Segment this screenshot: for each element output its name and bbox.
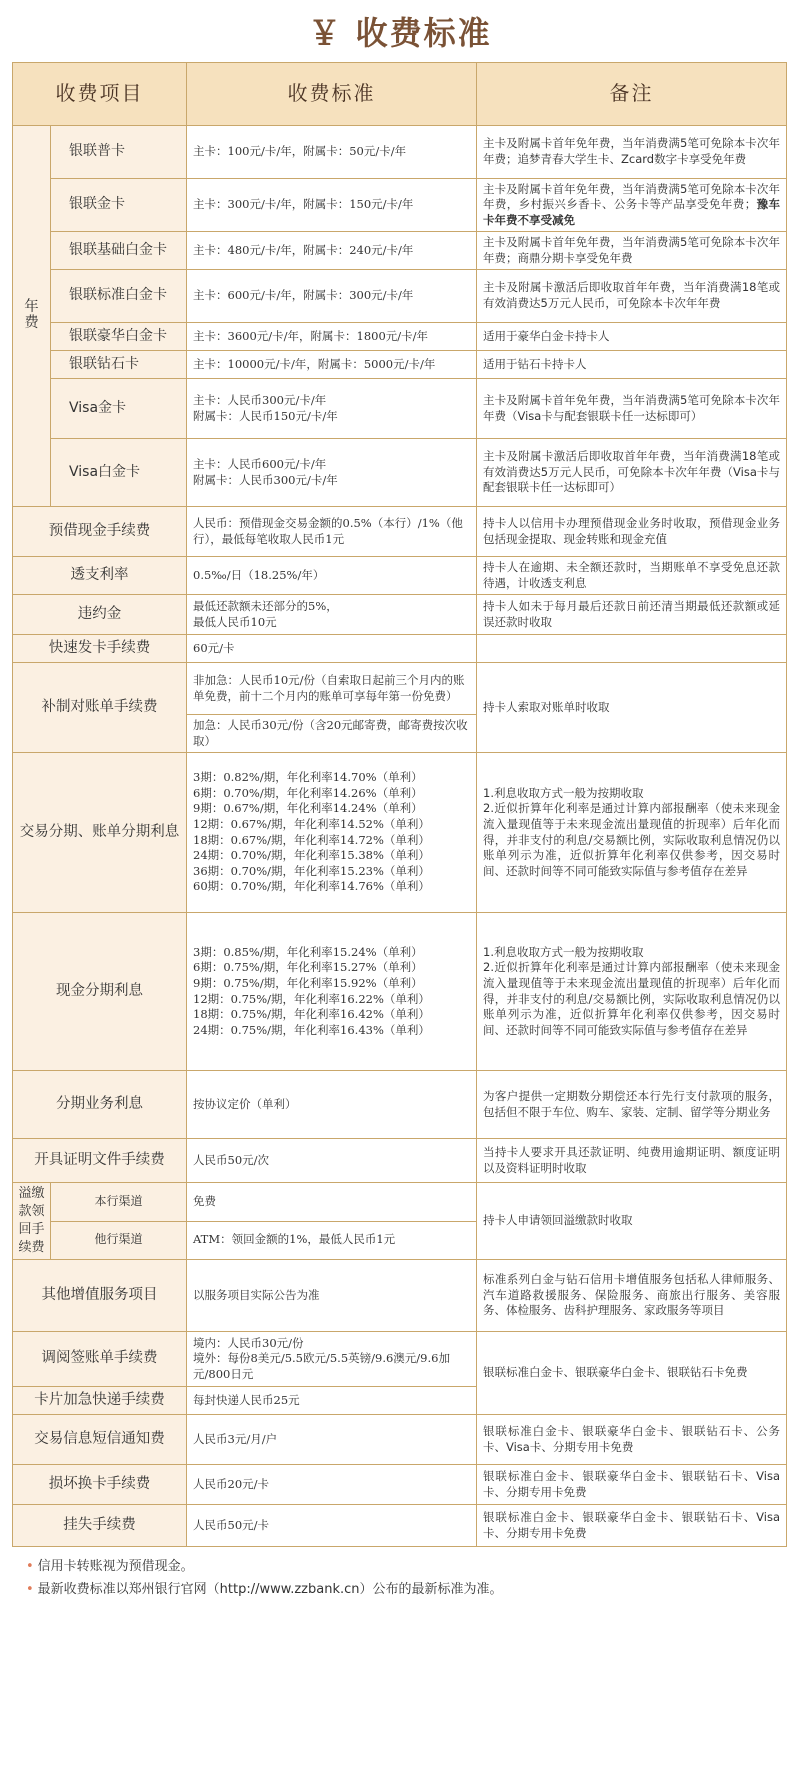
standard-line: 3期：0.82%/期，年化利率14.70%（单利）	[193, 770, 423, 785]
row-item: 卡片加急快递手续费	[13, 1387, 187, 1415]
bullet-icon: •	[26, 1582, 34, 1597]
header-item: 收费项目	[13, 63, 187, 126]
row-note	[477, 635, 787, 663]
row-item: 预借现金手续费	[13, 507, 187, 557]
row-note: 适用于钻石卡持卡人	[477, 351, 787, 379]
footnote	[26, 1578, 800, 1601]
fee-table	[12, 62, 787, 1547]
row-note: 持卡人在逾期、未全额还款时，当期账单不享受免息还款待遇，计收透支利息	[477, 557, 787, 595]
row-note: 银联标准白金卡、银联豪华白金卡、银联钻石卡免费	[477, 1332, 787, 1415]
row-item: 快速发卡手续费	[13, 635, 187, 663]
row-note: 主卡及附属卡首年免年费，当年消费满5笔可免除本卡次年年费；追梦青春大学生卡、Zcard数字卡享受免年费	[477, 126, 787, 179]
row-item: 挂失手续费	[13, 1505, 187, 1547]
standard-line: 12期：0.75%/期，年化利率16.22%（单利）	[193, 991, 430, 1006]
table-row	[13, 323, 787, 351]
standard-line: 主卡：人民币300元/卡/年	[193, 392, 327, 407]
table-row	[13, 379, 787, 439]
table-row	[13, 1260, 787, 1332]
table-row	[13, 663, 787, 715]
standard-line: 36期：0.70%/期，年化利率15.23%（单利）	[193, 863, 430, 878]
note-text: 主卡及附属卡首年免年费，当年消费满5笔可免除本卡次年年费，乡村振兴乡香卡、公务卡等产品享受免年费；	[483, 181, 780, 212]
standard-line: 9期：0.75%/期，年化利率15.92%（单利）	[193, 975, 423, 990]
note-line: 1.利息收取方式一般为按期收取	[483, 944, 644, 959]
table-row	[13, 126, 787, 179]
standard-line: 最低人民币10元	[193, 614, 277, 629]
table-row	[13, 179, 787, 232]
row-standard	[187, 753, 477, 913]
table-row	[13, 595, 787, 635]
table-row	[13, 753, 787, 913]
row-standard: 人民币50元/次	[187, 1139, 477, 1183]
table-row	[13, 507, 787, 557]
row-note: 银联标准白金卡、银联豪华白金卡、银联钻石卡、Visa卡、分期专用卡免费	[477, 1505, 787, 1547]
row-item: 违约金	[13, 595, 187, 635]
row-standard: 免费	[187, 1183, 477, 1222]
row-item: 调阅签账单手续费	[13, 1332, 187, 1387]
note-line: 2.近似折算年化利率是通过计算内部报酬率（使未来现金流入量现值等于未来现金流出量现值的折现率）后年化而得，并非支付的利息/交易额比例，实际收取利息情况仍以账单列示为准，近似折算年化利率仅供参考，因交易时间、还款时间等不同可能致实际值与参考值存在差异	[483, 960, 780, 1037]
standard-line: 18期：0.75%/期，年化利率16.42%（单利）	[193, 1007, 430, 1022]
row-note: 持卡人索取对账单时收取	[477, 663, 787, 753]
header-standard: 收费标准	[187, 63, 477, 126]
standard-line: 18期：0.67%/期，年化利率14.72%（单利）	[193, 832, 430, 847]
row-standard: 主卡：10000元/卡/年，附属卡：5000元/卡/年	[187, 351, 477, 379]
row-item: 补制对账单手续费	[13, 663, 187, 753]
table-row	[13, 232, 787, 270]
row-item: 开具证明文件手续费	[13, 1139, 187, 1183]
row-standard: 主卡：100元/卡/年，附属卡：50元/卡/年	[187, 126, 477, 179]
row-item: 银联基础白金卡	[51, 232, 187, 270]
row-standard: 主卡：300元/卡/年，附属卡：150元/卡/年	[187, 179, 477, 232]
row-item: Visa金卡	[51, 379, 187, 439]
row-standard: 按协议定价（单利）	[187, 1071, 477, 1139]
row-note: 适用于豪华白金卡持卡人	[477, 323, 787, 351]
row-standard	[187, 1332, 477, 1387]
note-line: 2.近似折算年化利率是通过计算内部报酬率（使未来现金流入量现值等于未来现金流出量现值的折现率）后年化而得，并非支付的利息/交易额比例，实际收取利息情况仍以账单列示为准，近似折算年化利率仅供参考，因交易时间、还款时间等不同可能致实际值与参考值存在差异	[483, 801, 780, 878]
standard-line: 9期：0.67%/期，年化利率14.24%（单利）	[193, 801, 423, 816]
row-subitem: 他行渠道	[51, 1221, 187, 1260]
row-note: 主卡及附属卡激活后即收取首年年费，当年消费满18笔或有效消费达5万元人民币，可免除本卡次年年费（Visa卡与配套银联卡任一达标即可）	[477, 439, 787, 507]
page-title: ￥ 收费标准	[308, 14, 492, 52]
row-note: 为客户提供一定期数分期偿还本行先行支付款项的服务，包括但不限于车位、购车、家装、定制、留学等分期业务	[477, 1071, 787, 1139]
row-standard	[187, 379, 477, 439]
row-standard: 人民币3元/月/户	[187, 1415, 477, 1465]
row-standard: 人民币50元/卡	[187, 1505, 477, 1547]
row-item: 交易分期、账单分期利息	[13, 753, 187, 913]
row-standard: 主卡：600元/卡/年，附属卡：300元/卡/年	[187, 270, 477, 323]
row-note: 银联标准白金卡、银联豪华白金卡、银联钻石卡、Visa卡、分期专用卡免费	[477, 1465, 787, 1505]
row-standard: 加急：人民币30元/份（含20元邮寄费，邮寄费按次收取）	[187, 715, 477, 753]
row-standard: 以服务项目实际公告为准	[187, 1260, 477, 1332]
row-item: 银联金卡	[51, 179, 187, 232]
row-standard: 主卡：3600元/卡/年，附属卡：1800元/卡/年	[187, 323, 477, 351]
table-row	[13, 635, 787, 663]
row-note: 当持卡人要求开具还款证明、纯费用逾期证明、额度证明以及资料证明时收取	[477, 1139, 787, 1183]
row-note: 主卡及附属卡首年免年费，当年消费满5笔可免除本卡次年年费（Visa卡与配套银联卡任一达标即可）	[477, 379, 787, 439]
row-standard: 人民币20元/卡	[187, 1465, 477, 1505]
note-emphasis: 豫车卡年费不享受减免	[483, 197, 781, 227]
row-standard: ATM：领回金额的1%，最低人民币1元	[187, 1221, 477, 1260]
row-item: 银联钻石卡	[51, 351, 187, 379]
table-row	[13, 1415, 787, 1465]
row-note	[477, 179, 787, 232]
standard-line: 附属卡：人民币300元/卡/年	[193, 472, 338, 487]
row-item: 银联豪华白金卡	[51, 323, 187, 351]
row-standard: 人民币：预借现金交易金额的0.5%（本行）/1%（他行），最低每笔收取人民币1元	[187, 507, 477, 557]
row-item: 银联标准白金卡	[51, 270, 187, 323]
table-row	[13, 1465, 787, 1505]
standard-line: 60期：0.70%/期，年化利率14.76%（单利）	[193, 879, 430, 894]
row-note	[477, 753, 787, 913]
row-note: 银联标准白金卡、银联豪华白金卡、银联钻石卡、公务卡、Visa卡、分期专用卡免费	[477, 1415, 787, 1465]
row-standard: 每封快递人民币25元	[187, 1387, 477, 1415]
standard-line: 主卡：人民币600元/卡/年	[193, 456, 327, 471]
standard-line: 3期：0.85%/期，年化利率15.24%（单利）	[193, 944, 423, 959]
row-item: 透支利率	[13, 557, 187, 595]
row-item: 其他增值服务项目	[13, 1260, 187, 1332]
table-row	[13, 557, 787, 595]
table-header-row	[13, 63, 787, 126]
row-standard: 60元/卡	[187, 635, 477, 663]
footnote	[26, 1555, 800, 1578]
row-note	[477, 913, 787, 1071]
standard-line: 境外：每份8美元/5.5欧元/5.5英镑/9.6澳元/9.6加元/800日元	[193, 1351, 450, 1381]
row-item: 分期业务利息	[13, 1071, 187, 1139]
bullet-icon: •	[26, 1559, 34, 1574]
table-row	[13, 913, 787, 1071]
row-item: 交易信息短信通知费	[13, 1415, 187, 1465]
table-row	[13, 1332, 787, 1387]
row-item: Visa白金卡	[51, 439, 187, 507]
header-note: 备注	[477, 63, 787, 126]
note-line: 1.利息收取方式一般为按期收取	[483, 785, 644, 800]
row-standard	[187, 595, 477, 635]
row-item: 损坏换卡手续费	[13, 1465, 187, 1505]
row-note: 主卡及附属卡激活后即收取首年年费，当年消费满18笔或有效消费达5万元人民币，可免除本卡次年年费	[477, 270, 787, 323]
row-note: 持卡人如未于每月最后还款日前还清当期最低还款额或延误还款时收取	[477, 595, 787, 635]
standard-line: 24期：0.75%/期，年化利率16.43%（单利）	[193, 1022, 430, 1037]
standard-line: 6期：0.75%/期，年化利率15.27%（单利）	[193, 960, 423, 975]
annual-fee-category: 年费	[13, 126, 51, 507]
row-note: 标准系列白金与钻石信用卡增值服务包括私人律师服务、汽车道路救援服务、保险服务、商旅出行服务、美容服务、体检服务、齿科护理服务、家政服务等项目	[477, 1260, 787, 1332]
standard-line: 24期：0.70%/期，年化利率15.38%（单利）	[193, 848, 430, 863]
table-row	[13, 1505, 787, 1547]
standard-line: 境内：人民币30元/份	[193, 1335, 304, 1350]
row-standard: 0.5‰/日（18.25%/年）	[187, 557, 477, 595]
table-row	[13, 270, 787, 323]
row-standard	[187, 913, 477, 1071]
row-item: 现金分期利息	[13, 913, 187, 1071]
standard-line: 12期：0.67%/期，年化利率14.52%（单利）	[193, 816, 430, 831]
row-standard: 非加急：人民币10元/份（自索取日起前三个月内的账单免费，前十二个月内的账单可享每年第一份免费）	[187, 663, 477, 715]
row-item: 溢缴款领回手续费	[13, 1183, 51, 1260]
row-note: 主卡及附属卡首年免年费，当年消费满5笔可免除本卡次年年费；商鼎分期卡享受免年费	[477, 232, 787, 270]
row-item: 银联普卡	[51, 126, 187, 179]
table-row	[13, 439, 787, 507]
standard-line: 6期：0.70%/期，年化利率14.26%（单利）	[193, 785, 423, 800]
standard-line: 最低还款额未还部分的5%，	[193, 598, 338, 613]
row-subitem: 本行渠道	[51, 1183, 187, 1222]
table-row	[13, 1071, 787, 1139]
row-standard: 主卡：480元/卡/年，附属卡：240元/卡/年	[187, 232, 477, 270]
table-row	[13, 1183, 787, 1222]
row-note: 持卡人申请领回溢缴款时收取	[477, 1183, 787, 1260]
footnote-text: 信用卡转账视为预借现金。	[37, 1559, 194, 1574]
standard-line: 附属卡：人民币150元/卡/年	[193, 408, 338, 423]
footnotes	[26, 1555, 800, 1601]
row-note: 持卡人以信用卡办理预借现金业务时收取，预借现金业务包括现金提取、现金转账和现金充值	[477, 507, 787, 557]
footnote-text: 最新收费标准以郑州银行官网（http://www.zzbank.cn）公布的最新标准为准。	[37, 1582, 503, 1597]
table-row	[13, 351, 787, 379]
table-row	[13, 1139, 787, 1183]
row-standard	[187, 439, 477, 507]
